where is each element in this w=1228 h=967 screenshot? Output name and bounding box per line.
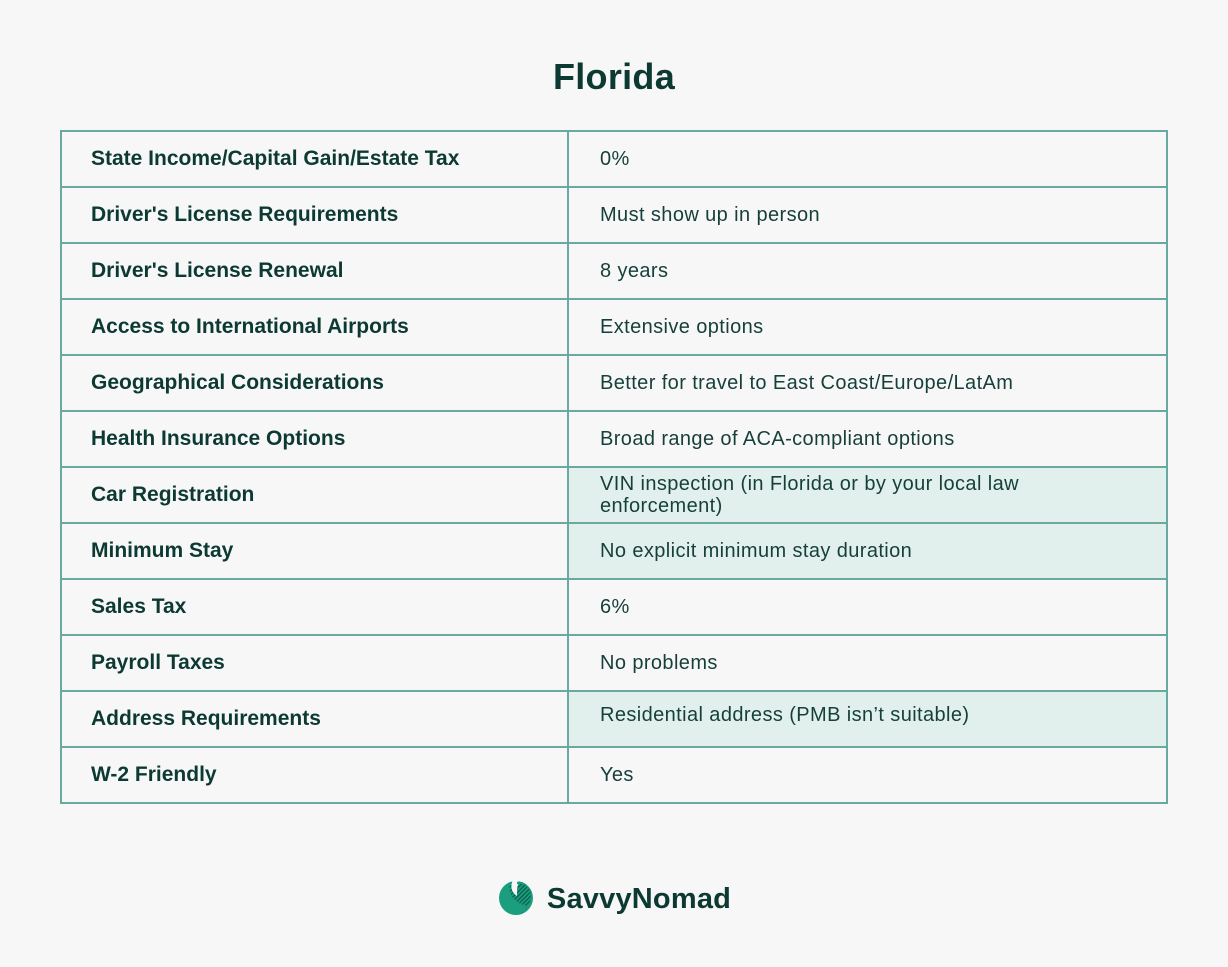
row-label: Sales Tax [61,579,568,635]
row-value-highlighted: No explicit minimum stay duration [568,523,1167,579]
table-row [61,467,1167,523]
row-value: No problems [568,635,1167,691]
brand-logo [0,878,1228,921]
table-row [61,299,1167,355]
row-label: Driver's License Requirements [61,187,568,243]
row-value: 0% [568,131,1167,187]
table-row [61,579,1167,635]
row-label: Address Requirements [61,691,568,747]
row-value: 8 years [568,243,1167,299]
row-value: Must show up in person [568,187,1167,243]
table-row [61,747,1167,803]
table-row [61,187,1167,243]
table-row [61,355,1167,411]
row-label: Geographical Considerations [61,355,568,411]
row-label: Minimum Stay [61,523,568,579]
row-value: Extensive options [568,299,1167,355]
page-title: Florida [552,56,676,97]
table-row [61,243,1167,299]
savvynomad-logo-icon [497,878,535,921]
comparison-table [60,130,1168,804]
row-value: Yes [568,747,1167,803]
row-value: Better for travel to East Coast/Europe/LatAm [568,355,1167,411]
table-row [61,635,1167,691]
row-value: Broad range of ACA-compliant options [568,411,1167,467]
row-label: W-2 Friendly [61,747,568,803]
row-value-highlighted: Residential address (PMB isn’t suitable) [568,691,1167,747]
table-row [61,523,1167,579]
brand-name: SavvyNomad [546,883,732,915]
row-value: 6% [568,579,1167,635]
table-row [61,131,1167,187]
row-label: Driver's License Renewal [61,243,568,299]
row-value-highlighted: VIN inspection (in Florida or by your local law enforcement) [568,467,1167,523]
row-label: Payroll Taxes [61,635,568,691]
table-row [61,411,1167,467]
row-label: Health Insurance Options [61,411,568,467]
row-label: Access to International Airports [61,299,568,355]
row-label: Car Registration [61,467,568,523]
table-row [61,691,1167,747]
row-label: State Income/Capital Gain/Estate Tax [61,131,568,187]
